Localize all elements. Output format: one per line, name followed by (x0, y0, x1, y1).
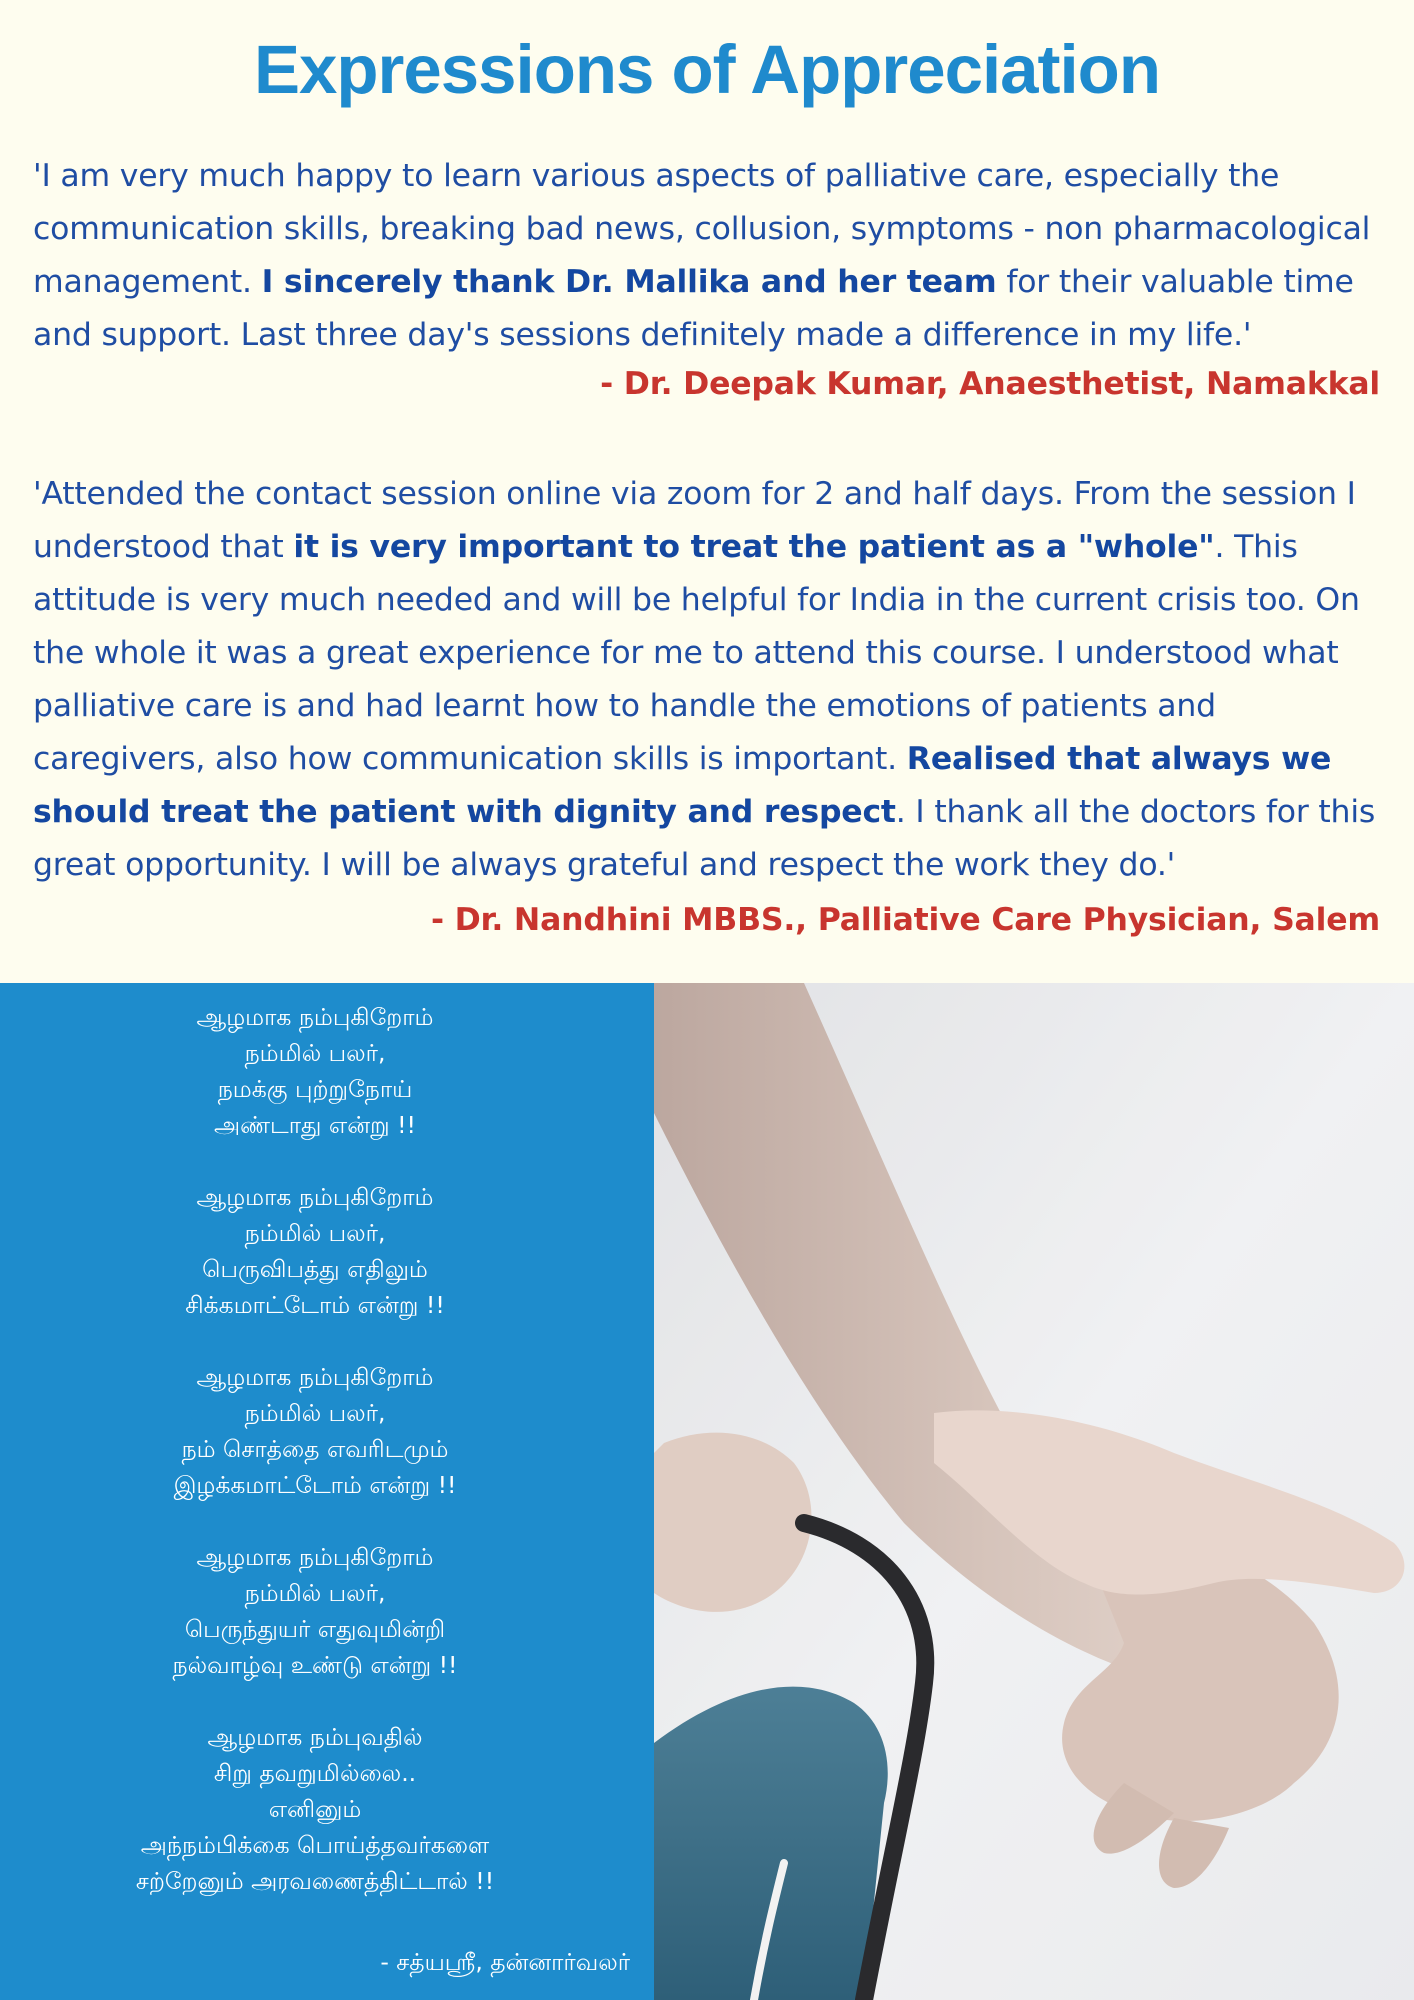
poem-stanza (0, 1719, 630, 1899)
poem-stanza (0, 1539, 630, 1683)
testimonial-text-run: 'Attended the contact session online via zoom for 2 and half days. From the session I understood that (33, 476, 1356, 565)
poem-line: நம்மில் பலர், (244, 1219, 386, 1247)
poem-stanza (0, 1359, 630, 1503)
poem-line: நம் சொத்தை எவரிடமும் (181, 1435, 449, 1463)
tamil-poem (0, 999, 630, 1935)
testimonial-highlight: I sincerely thank Dr. Mallika and her team (261, 264, 997, 300)
hands-photo (654, 983, 1414, 2000)
testimonial-2-attribution: - Dr. Nandhini MBBS., Palliative Care Physician, Salem (430, 902, 1380, 938)
testimonial-text-run: 'I am very much happy to learn various aspects of palliative care, especially the communication skills, breaking bad news, collusion, symptoms - non pharmacological management. (33, 158, 1371, 300)
poem-line: இழக்கமாட்டோம் என்று !! (173, 1471, 457, 1499)
testimonial-highlight: it is very important to treat the patient as a "whole" (293, 529, 1215, 565)
poem-line: நமக்கு புற்றுநோய் (217, 1075, 413, 1103)
poem-line: எனினும் (268, 1795, 362, 1823)
poem-author: - சத்யஸ்ரீ, தன்னார்வலர் (380, 1948, 630, 1976)
page-title: Expressions of Appreciation (254, 31, 1160, 108)
poem-line: பெருவிபத்து எதிலும் (202, 1255, 428, 1283)
testimonial-1-attribution: - Dr. Deepak Kumar, Anaesthetist, Namakkal (600, 366, 1380, 402)
poem-line: நம்மில் பலர், (244, 1579, 386, 1607)
poem-stanza (0, 999, 630, 1143)
testimonial-text-run: . This attitude is very much needed and will be helpful for India in the current crisis too. On the whole it was a great experience for me to attend this course. I understood what palliative care is and had learnt how to handle the emotions of patients and caregivers, also how communication skills is important. (33, 529, 1360, 777)
poem-line: ஆழமாக நம்புகிறோம் (196, 1183, 434, 1211)
poem-line: நம்மில் பலர், (244, 1399, 386, 1427)
poem-line: சற்றேனும் அரவணைத்திட்டால் !! (135, 1867, 495, 1895)
testimonial-1-text (33, 150, 1393, 362)
testimonial-text-run: for their valuable time and support. Last three day's sessions definitely made a difference in my life.' (33, 264, 1354, 353)
poem-line: சிறு தவறுமில்லை.. (213, 1759, 417, 1787)
caregiver-holding-hand-image (654, 983, 1414, 2000)
poem-line: சிக்கமாட்டோம் என்று !! (185, 1291, 445, 1319)
poem-line: நல்வாழ்வு உண்டு என்று !! (172, 1651, 458, 1679)
poem-line: பெருந்துயர் எதுவுமின்றி (184, 1615, 446, 1643)
poem-line: அண்டாது என்று !! (214, 1111, 416, 1139)
poem-line: நம்மில் பலர், (244, 1039, 386, 1067)
poem-line: ஆழமாக நம்புவதில் (207, 1723, 423, 1751)
testimonial-2-text (33, 468, 1393, 892)
testimonial-text-run: . I thank all the doctors for this great opportunity. I will be always grateful and respect the work they do.' (33, 794, 1376, 883)
testimonial-highlight: Realised that always we should treat the patient with dignity and respect (33, 741, 1332, 830)
poem-line: ஆழமாக நம்புகிறோம் (196, 1543, 434, 1571)
poem-panel (0, 983, 654, 2000)
poem-line: ஆழமாக நம்புகிறோம் (196, 1363, 434, 1391)
poem-line: அந்நம்பிக்கை பொய்த்தவர்களை (140, 1831, 490, 1859)
poem-stanza (0, 1179, 630, 1323)
poem-line: ஆழமாக நம்புகிறோம் (196, 1003, 434, 1031)
